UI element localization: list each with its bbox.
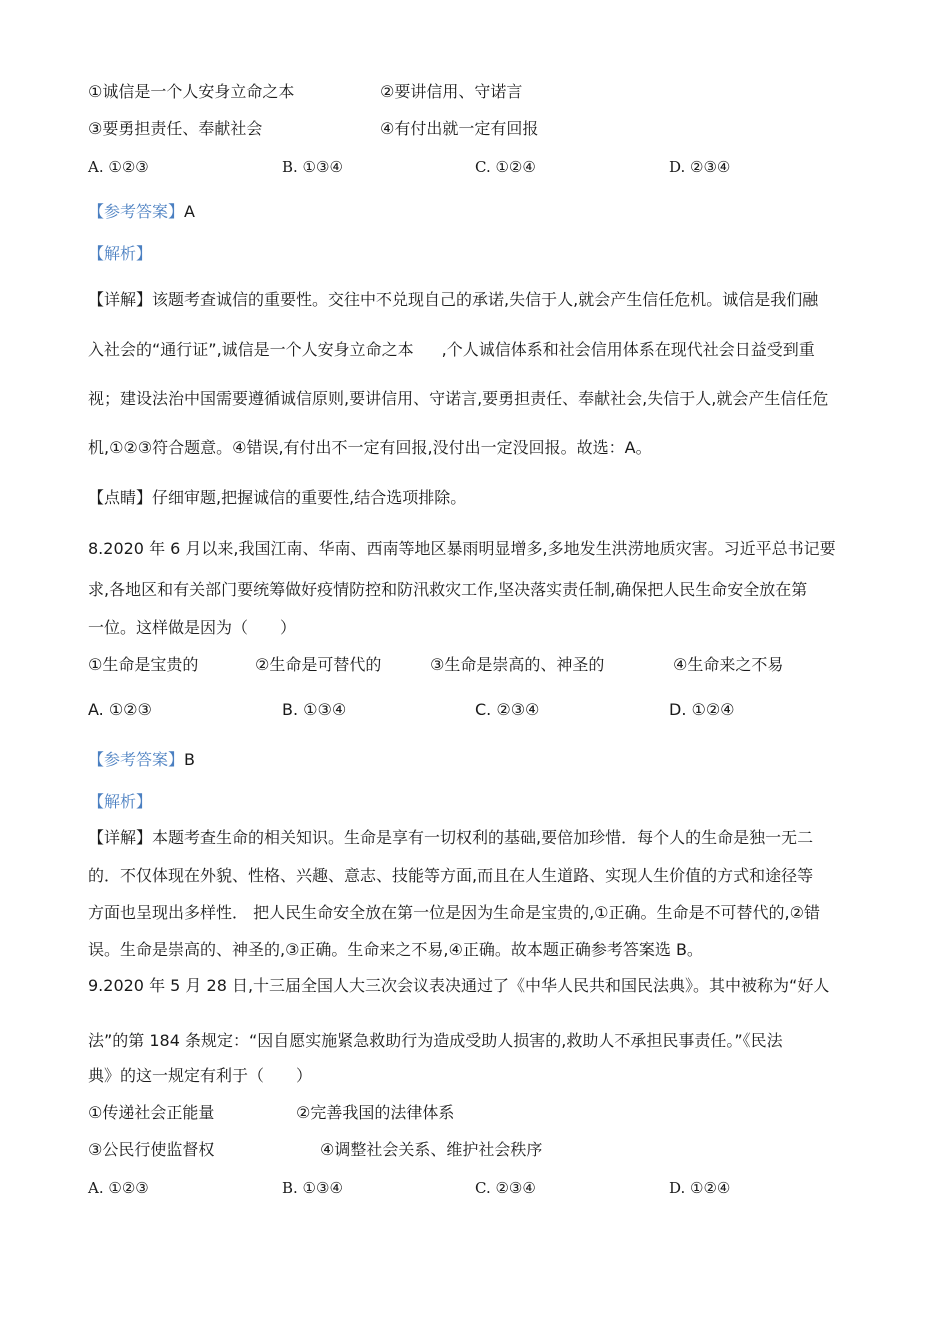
detail-text: 入社会的“通行证”,诚信是一个人安身立命之本: [88, 340, 414, 359]
answer-value: A: [184, 202, 195, 221]
q9-option-c: C. ②③④: [475, 1179, 536, 1197]
q8-stem-line-2: 求,各地区和有关部门要统筹做好疫情防控和防汛救灾工作,坚决落实责任制,确保把人民生命安全放在第: [88, 580, 808, 599]
q8-option-d: D. ①②④: [669, 700, 735, 719]
q8-detail-line-4: 误。生命是崇高的、神圣的,③正确。生命来之不易,④正确。故本题正确参考答案选 B。: [88, 940, 703, 959]
q9-stem-line-3: 典》的这一规定有利于（ ）: [88, 1066, 313, 1085]
answer-value: B: [184, 750, 195, 769]
q8-statement-3: ③生命是崇高的、神圣的: [430, 655, 605, 674]
q7-detail-line-4: 机,①②③符合题意。④错误,有付出不一定有回报,没付出一定没回报。故选：A。: [88, 438, 652, 457]
q8-detail-line-1: [88, 828, 813, 848]
q8-statement-2: ②生命是可替代的: [255, 655, 382, 674]
q7-detail-line-2: [88, 340, 815, 360]
q7-analysis-tag: 【解析】: [88, 244, 153, 263]
q7-statement-1: ①诚信是一个人安身立命之本: [88, 82, 295, 101]
q7-detail-line-3: 视；建设法治中国需要遵循诚信原则,要讲信用、守诺言,要勇担责任、奉献社会,失信于人,就会产生信任危: [88, 389, 829, 408]
point-text: 仔细审题,把握诚信的重要性,结合选项排除。: [152, 488, 467, 507]
q9-option-d: D. ①②④: [669, 1179, 731, 1197]
detail-text: ,个人诚信体系和社会信用体系在现代社会日益受到重: [441, 340, 815, 359]
q8-stem-line-1: 8.2020 年 6 月以来,我国江南、华南、西南等地区暴雨明显增多,多地发生洪涝地质灾害。习近平总书记要: [88, 539, 836, 558]
q8-stem-line-3: 一位。这样做是因为（ ）: [88, 618, 297, 637]
q7-option-b: B. ①③④: [282, 158, 343, 176]
q9-statement-1: ①传递社会正能量: [88, 1103, 215, 1122]
q9-statement-3: ③公民行使监督权: [88, 1140, 215, 1159]
q7-option-a: A. ①②③: [88, 158, 149, 176]
q8-option-b: B. ①③④: [282, 700, 347, 719]
detail-text: 本题考查生命的相关知识。生命是享有一切权利的基础,要倍加珍惜．每个人的生命是独一无二: [152, 828, 814, 847]
q9-stem-line-1: 9.2020 年 5 月 28 日,十三届全国人大三次会议表决通过了《中华人民共和国民法典》。其中被称为“好人: [88, 976, 830, 995]
q8-answer-line: [88, 750, 195, 770]
point-tag: 【点睛】: [88, 488, 153, 507]
q7-statement-3: ③要勇担责任、奉献社会: [88, 119, 263, 138]
q9-statement-4: ④调整社会关系、维护社会秩序: [320, 1140, 543, 1159]
q7-statement-2: ②要讲信用、守诺言: [380, 82, 523, 101]
q7-statement-4: ④有付出就一定有回报: [380, 119, 539, 138]
q7-point-line: [88, 488, 466, 508]
answer-tag: 【参考答案】: [88, 750, 185, 769]
q8-option-a: A. ①②③: [88, 700, 152, 719]
q7-detail-line-1: [88, 290, 818, 310]
q9-statement-2: ②完善我国的法律体系: [296, 1103, 455, 1122]
detail-tag: 【详解】: [88, 290, 153, 309]
q8-statement-4: ④生命来之不易: [673, 655, 784, 674]
detail-text: 该题考查诚信的重要性。交往中不兑现自己的承诺,失信于人,就会产生信任危机。诚信是我们融: [152, 290, 819, 309]
detail-tag: 【详解】: [88, 828, 153, 847]
q8-statement-1: ①生命是宝贵的: [88, 655, 199, 674]
q8-option-c: C. ②③④: [475, 700, 540, 719]
answer-tag: 【参考答案】: [88, 202, 185, 221]
q7-option-d: D. ②③④: [669, 158, 731, 176]
q9-option-a: A. ①②③: [88, 1179, 149, 1197]
q8-analysis-tag: 【解析】: [88, 792, 153, 811]
q9-option-b: B. ①③④: [282, 1179, 343, 1197]
q9-stem-line-2: 法”的第 184 条规定：“因自愿实施紧急救助行为造成受助人损害的,救助人不承担民事责任。”《民法: [88, 1031, 783, 1050]
q7-option-c: C. ①②④: [475, 158, 536, 176]
q7-answer-line: [88, 202, 195, 222]
q8-detail-line-3: 方面也呈现出多样性． 把人民生命安全放在第一位是因为生命是宝贵的,①正确。生命是不可替代的,②错: [88, 903, 820, 922]
q8-detail-line-2: 的．不仅体现在外貌、性格、兴趣、意志、技能等方面,而且在人生道路、实现人生价值的方式和途径等: [88, 866, 814, 885]
